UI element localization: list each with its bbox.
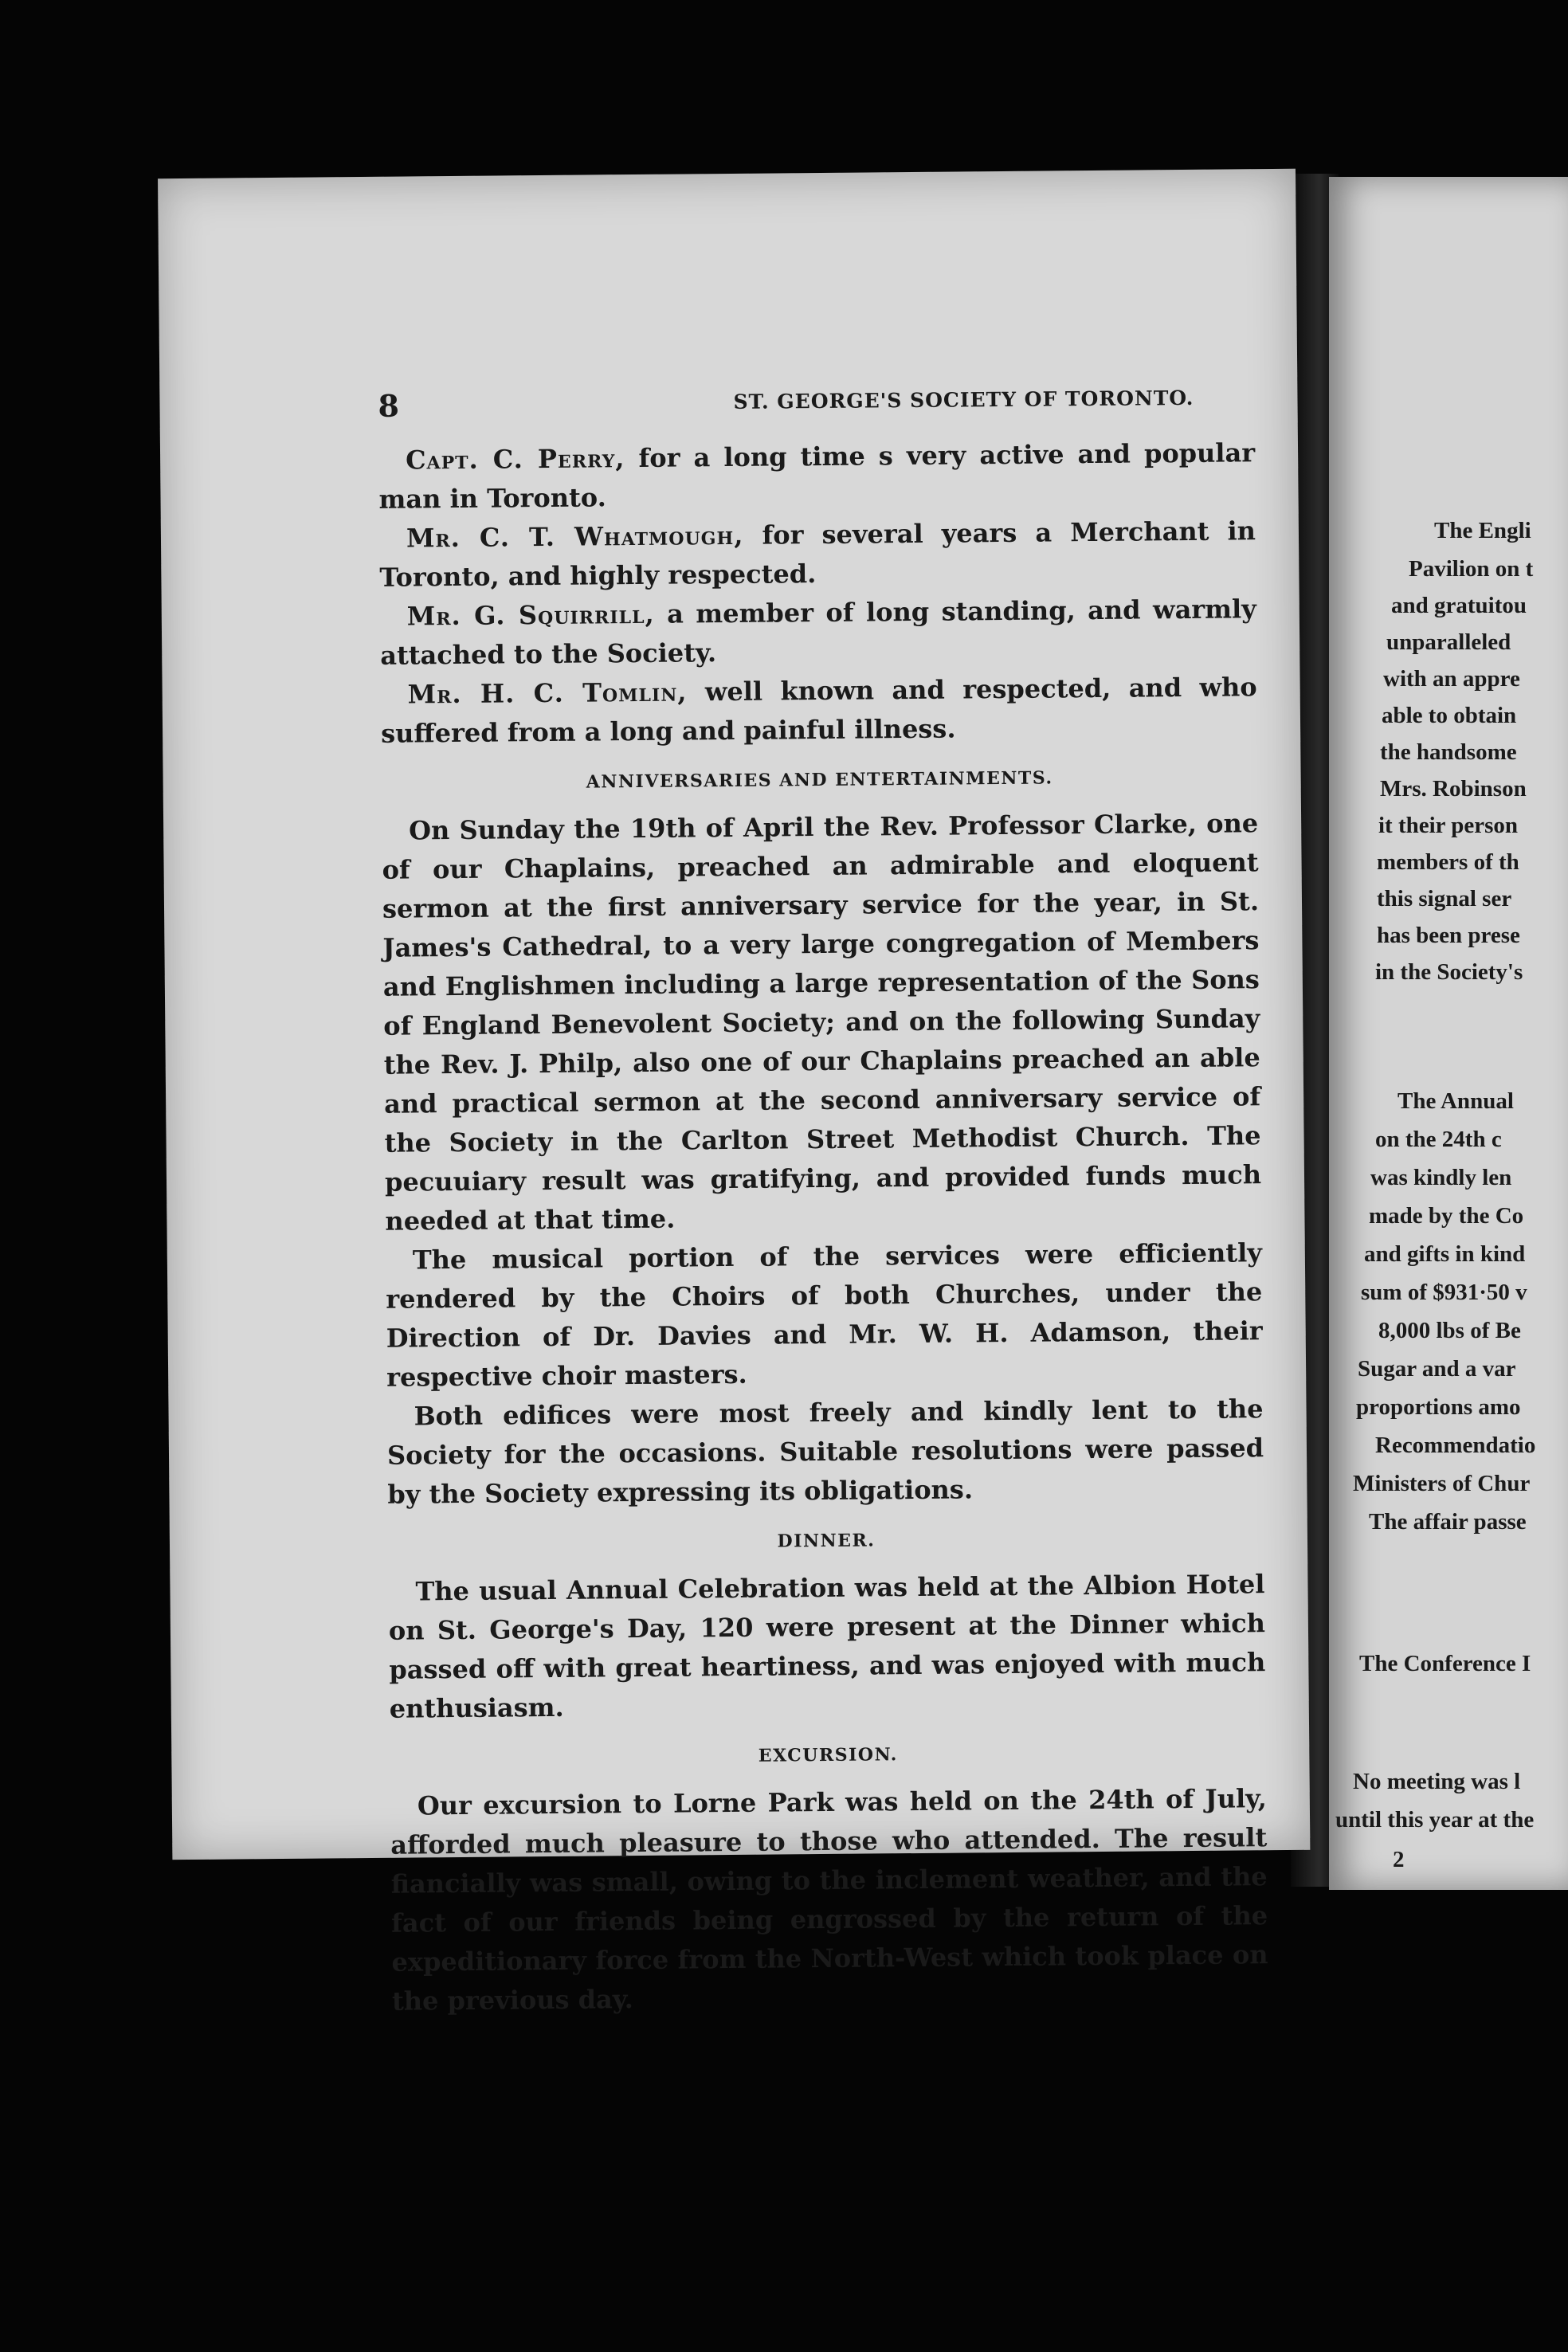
- paragraph-whatmough: [379, 512, 1256, 598]
- running-head: ST. GEORGE'S SOCIETY OF TORONTO.: [733, 386, 1194, 414]
- name-whatmough: Mr. C. T. Whatmough,: [406, 519, 744, 554]
- name-perry: Capt. C. Perry,: [405, 443, 625, 476]
- text-squirrill: a member of long standing, and warmly attached to the Society.: [380, 594, 1256, 671]
- right-line: 8,000 lbs of Be: [1378, 1318, 1521, 1343]
- text-tomlin: well known and respected, and who suffered from a long and painful illness.: [380, 672, 1257, 749]
- page-body: [378, 433, 1268, 2021]
- right-line: Pavilion on t: [1409, 556, 1534, 582]
- left-page: [158, 169, 1310, 2017]
- right-line: Recommendatio: [1375, 1433, 1536, 1458]
- heading-anniversaries: ANNIVERSARIES AND ENTERTAINMENTS.: [586, 767, 1053, 793]
- right-line: The Conference I: [1359, 1651, 1531, 1676]
- right-line: Ministers of Chur: [1353, 1471, 1531, 1496]
- right-line: The Annual: [1397, 1088, 1514, 1114]
- paragraph-edifices: Both edifices were most freely and kindly lent to the Society for the occasions. Suitable resolutions were passed by the Society expressing its obligations.: [386, 1394, 1264, 1510]
- paragraph-perry: [378, 433, 1256, 519]
- right-line: unparalleled: [1386, 629, 1511, 655]
- right-line: this signal ser: [1377, 886, 1512, 911]
- heading-dinner: DINNER.: [777, 1530, 876, 1552]
- right-line: The affair passe: [1369, 1509, 1527, 1535]
- heading-excursion: EXCURSION.: [758, 1744, 898, 1766]
- paragraph-musical-portion: The musical portion of the services were efficiently rendered by the Choirs of both Churches, under the Direction of Dr. Davies and Mr. W. H. Adamson, their respective choir masters.: [386, 1237, 1263, 1393]
- right-line: with an appre: [1383, 666, 1520, 692]
- right-line: able to obtain: [1382, 703, 1517, 728]
- paragraph-dinner: The usual Annual Celebration was held at the Albion Hotel on St. George's Day, 120 were present at the Dinner which passed off with great heartiness, and was enjoyed with much enthusiasm.: [388, 1569, 1266, 1724]
- right-line: No meeting was l: [1353, 1769, 1521, 1794]
- text-perry: for a long time s very active and popular man in Toronto.: [378, 437, 1256, 515]
- right-line: was kindly len: [1370, 1165, 1512, 1190]
- right-line: has been prese: [1377, 923, 1520, 948]
- right-line: and gratuitou: [1391, 593, 1527, 618]
- name-tomlin: Mr. H. C. Tomlin,: [407, 676, 688, 710]
- paragraph-excursion: Our excursion to Lorne Park was held on the 24th of July, afforded much pleasure to those who attended. The result fiancially was small, owing to the inclement weather, and the fact of our friends being engrossed by the return of the expeditionary force from the North-West which took place on the previous day.: [390, 1783, 1268, 2017]
- paragraph-squirrill: [380, 590, 1257, 676]
- page-number: 8: [378, 387, 400, 424]
- right-line: and gifts in kind: [1364, 1241, 1526, 1267]
- right-line: Sugar and a var: [1358, 1356, 1516, 1382]
- right-line: The Engli: [1434, 518, 1531, 543]
- right-line: sum of $931·50 v: [1361, 1280, 1527, 1305]
- right-line: until this year at the: [1335, 1807, 1535, 1833]
- right-page-fragment: [1329, 177, 1568, 1890]
- right-line: it their person: [1378, 813, 1519, 838]
- name-squirrill: Mr. G. Squirrill,: [406, 598, 655, 632]
- paragraph-anniversary-services: On Sunday the 19th of April the Rev. Professor Clarke, one of our Chaplains, preached an admirable and eloquent sermon at the first anniversary service for the year, in St. James's Cathedral, to a very large congregation of Members and Englishmen including a large representation of the Sons of England Benevolent Society; and on the following Sunday the Rev. J. Philp, also one of our Chaplains preached an able and practical sermon at the second anniversary service of the Society in the Carlton Street Methodist Church. The pecuuiary result was gratifying, and provided funds much needed at that time.: [382, 808, 1262, 1237]
- right-line: Mrs. Robinson: [1380, 776, 1527, 802]
- right-line: made by the Co: [1369, 1203, 1524, 1229]
- text-whatmough: for several years a Merchant in Toronto, and highly respected.: [379, 515, 1256, 593]
- right-line: the handsome: [1380, 739, 1517, 765]
- paragraph-tomlin: [380, 668, 1257, 754]
- right-line: members of th: [1377, 849, 1519, 875]
- right-line: proportions amo: [1356, 1394, 1521, 1420]
- right-page-number: 2: [1393, 1847, 1405, 1872]
- right-line: on the 24th c: [1375, 1127, 1502, 1152]
- right-line: in the Society's: [1375, 959, 1523, 985]
